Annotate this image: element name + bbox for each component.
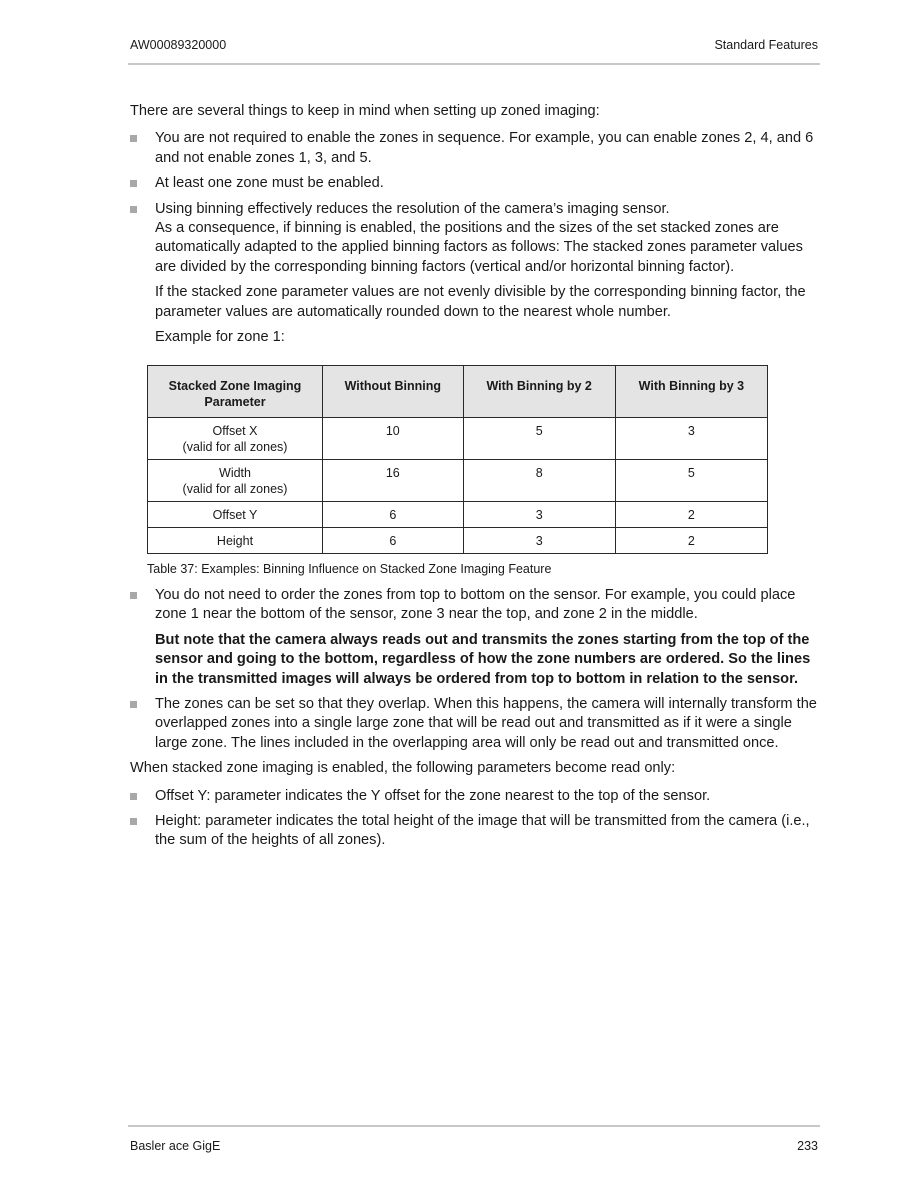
square-bullet-icon — [130, 701, 137, 708]
value-cell: 6 — [323, 528, 464, 554]
page-header — [130, 38, 818, 52]
table-row — [148, 460, 768, 502]
value-cell: 3 — [463, 502, 615, 528]
read-only-intro: When stacked zone imaging is enabled, the following parameters become read only: — [130, 760, 676, 777]
page-content — [130, 102, 818, 857]
param-cell: Offset X (valid for all zones) — [148, 418, 323, 460]
square-bullet-icon — [130, 793, 137, 800]
table-caption: Table 37: Examples: Binning Influence on Stacked Zone Imaging Feature — [147, 562, 552, 577]
table-container — [147, 365, 791, 579]
column-header: With Binning by 2 — [463, 366, 615, 418]
table-row — [148, 528, 768, 554]
intro-paragraph: There are several things to keep in mind when setting up zoned imaging: — [130, 103, 600, 119]
bullet-list-bottom — [130, 787, 818, 851]
column-header: Without Binning — [323, 366, 464, 418]
value-cell: 2 — [615, 502, 767, 528]
list-item: You do not need to order the zones from top to bottom on the sensor. For example, you could place zone 1 near the bottom of the sensor, zone 3 near the top, and zone 2 in the middle. But note that the camera always reads out and transmits the zones starting from the top of the sensor and going to the bottom, regardless of how the zone numbers are ordered. So the lines in the transmitted images will always be ordered from top to bottom in relation to the sensor. — [130, 586, 818, 689]
value-cell: 10 — [323, 418, 464, 460]
column-header: With Binning by 3 — [615, 366, 767, 418]
value-cell: 6 — [323, 502, 464, 528]
table-header-row — [148, 366, 768, 418]
list-item: Height: parameter indicates the total height of the image that will be transmitted from the camera (i.e., the sum of the heights of all zones). — [130, 812, 818, 851]
value-cell: 16 — [323, 460, 464, 502]
param-cell: Height — [148, 528, 323, 554]
doc-number: AW00089320000 — [130, 38, 227, 52]
bullet-list-middle — [130, 586, 818, 753]
value-cell: 5 — [615, 460, 767, 502]
bullet-list-top — [130, 129, 818, 579]
value-cell: 3 — [463, 528, 615, 554]
value-cell: 2 — [615, 528, 767, 554]
square-bullet-icon — [130, 180, 137, 187]
header-divider — [128, 63, 820, 65]
param-cell: Width (valid for all zones) — [148, 460, 323, 502]
page-footer — [130, 1139, 818, 1153]
column-header: Stacked Zone Imaging Parameter — [148, 366, 323, 418]
list-item: Offset Y: parameter indicates the Y offset for the zone nearest to the top of the sensor. — [130, 787, 818, 806]
param-cell: Offset Y — [148, 502, 323, 528]
value-cell: 5 — [463, 418, 615, 460]
list-item: Using binning effectively reduces the resolution of the camera’s imaging sensor. As a consequence, if binning is enabled, the positions and the sizes of the set stacked zones are automatically adapted to the applied binning factors as follows: The stacked zones parameter values are divided by the corresponding binning factors (vertical and/or horizontal binning factor). If the stacked zone parameter values are not evenly divisible by the corresponding binning factor, the parameter values are automatically rounded down to the nearest whole number. Example for zone 1: Stacked Zone Imaging Parameter Without Binning With Binning by 2 With Binning by 3 Offset X (valid for all zones) 10 5 3 Width (valid for all zones) 16 8 5 Offset Y 6 3 2 Height 6 3 2 Table 37: Examples: Binning Influence on Stacked Zone Imaging Feature — [130, 200, 818, 580]
list-item: The zones can be set so that they overlap. When this happens, the camera will internally transform the overlapped zones into a single large zone that will be read out and transmitted as if it were a single large zone. The lines included in the overlapping area will only be read out and transmitted once. — [130, 695, 818, 753]
square-bullet-icon — [130, 135, 137, 142]
binning-table — [147, 365, 768, 554]
value-cell: 3 — [615, 418, 767, 460]
list-item: You are not required to enable the zones in sequence. For example, you can enable zones 2, 4, and 6 and not enable zones 1, 3, and 5. — [130, 129, 818, 168]
section-title: Standard Features — [714, 38, 818, 52]
table-row — [148, 418, 768, 460]
list-item: At least one zone must be enabled. — [130, 174, 818, 193]
square-bullet-icon — [130, 206, 137, 213]
square-bullet-icon — [130, 818, 137, 825]
value-cell: 8 — [463, 460, 615, 502]
product-name: Basler ace GigE — [130, 1139, 221, 1153]
table-row — [148, 502, 768, 528]
bold-note: But note that the camera always reads out and transmits the zones starting from the top of the sensor and going to the bottom, regardless of how the zone numbers are ordered. So the lines in the transmitted images will always be ordered from top to bottom in relation to the sensor. — [155, 631, 811, 687]
square-bullet-icon — [130, 592, 137, 599]
footer-divider — [128, 1125, 820, 1127]
page-number: 233 — [797, 1139, 818, 1153]
